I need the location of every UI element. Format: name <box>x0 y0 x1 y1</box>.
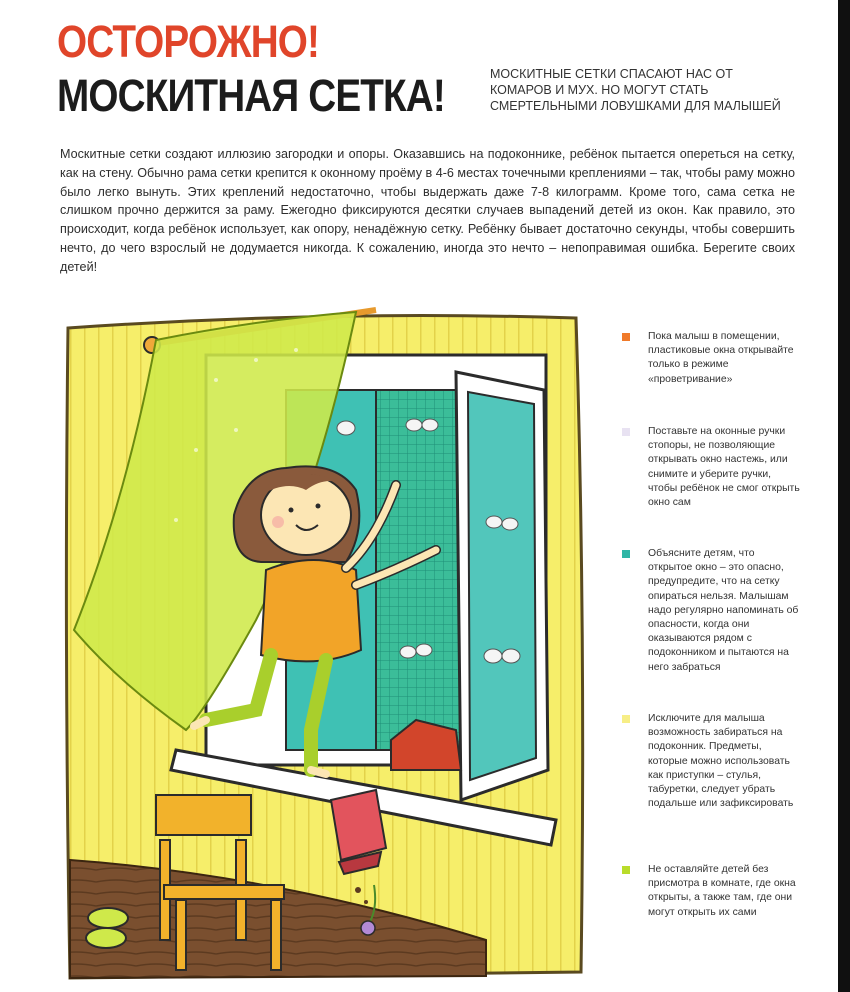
tip-explain-danger <box>622 547 800 675</box>
tip-bullet-yellow <box>622 715 630 723</box>
tip-ventilation <box>622 330 800 387</box>
tip-remove-stepping-objects <box>622 712 800 811</box>
falling-flower-pot <box>331 790 386 860</box>
tip-bullet-green <box>622 866 630 874</box>
tip-bullet-lavender <box>622 428 630 436</box>
tip-text: Пока малыш в помещении, пластиковые окна открывайте только в режиме «проветривание» <box>648 331 794 385</box>
tip-text: Объясните детям, что открытое окно – это опасно, предупредите, что на сетку опираться нельзя. Малышам надо регулярно напоминать об опасности, когда они оказываются рядом с подоконником и пытаются на него забраться <box>648 548 799 673</box>
tip-text: Не оставляйте детей без присмотра в комнате, где окна открыты, а также там, где они могут открыть их сами <box>648 864 796 918</box>
subtitle: МОСКИТНЫЕ СЕТКИ СПАСАЮТ НАС ОТ КОМАРОВ И МУХ. НО МОГУТ СТАТЬ СМЕРТЕЛЬНЫМИ ЛОВУШКАМИ ДЛЯ МАЛЫШЕЙ <box>490 67 781 113</box>
tip-handle-stoppers <box>622 425 800 510</box>
tip-text: Исключите для малыша возможность забираться на подоконник. Предметы, которые можно использовать как приступки – стулья, табуретки, следует убрать подальше или зафиксировать <box>648 713 794 810</box>
title-mosquito-net: МОСКИТНАЯ СЕТКА! <box>57 70 445 121</box>
tip-bullet-orange <box>622 333 630 341</box>
tip-bullet-teal <box>622 550 630 558</box>
title-warning: ОСТОРОЖНО! <box>57 16 320 67</box>
page-edge <box>838 0 850 992</box>
tip-supervision <box>622 863 800 920</box>
tip-text: Поставьте на оконные ручки стопоры, не позволяющие открывать окно настежь, или снимите и уберите ручки, чтобы ребёнок не смог открыть окно сам <box>648 426 800 509</box>
child-at-window-illustration <box>56 300 601 985</box>
intro-paragraph: Москитные сетки создают иллюзию загородки и опоры. Оказавшись на подоконнике, ребёнок пытается опереться на сетку, как на стену. Обычно рама сетки крепится к оконному проёму в 4-6 местах точечными креплениями – так, чтобы раму можно было легко вынуть. Этих креплений недостаточно, чтобы выдержать даже 7-8 килограмм. Кроме того, сама сетка не слишком прочно держится за раму. Ежегодно фиксируются десятки случаев выпадений детей из окон. Как правило, это происходит, когда ребёнок использует, как опору, ненадёжную сетку. Ребёнку бывает достаточно секунды, чтобы совершить нечто, до чего взрослый не додумается никогда. К сожалению, иногда это нечто – непоправимая ошибка. Берегите своих детей! <box>60 147 795 274</box>
